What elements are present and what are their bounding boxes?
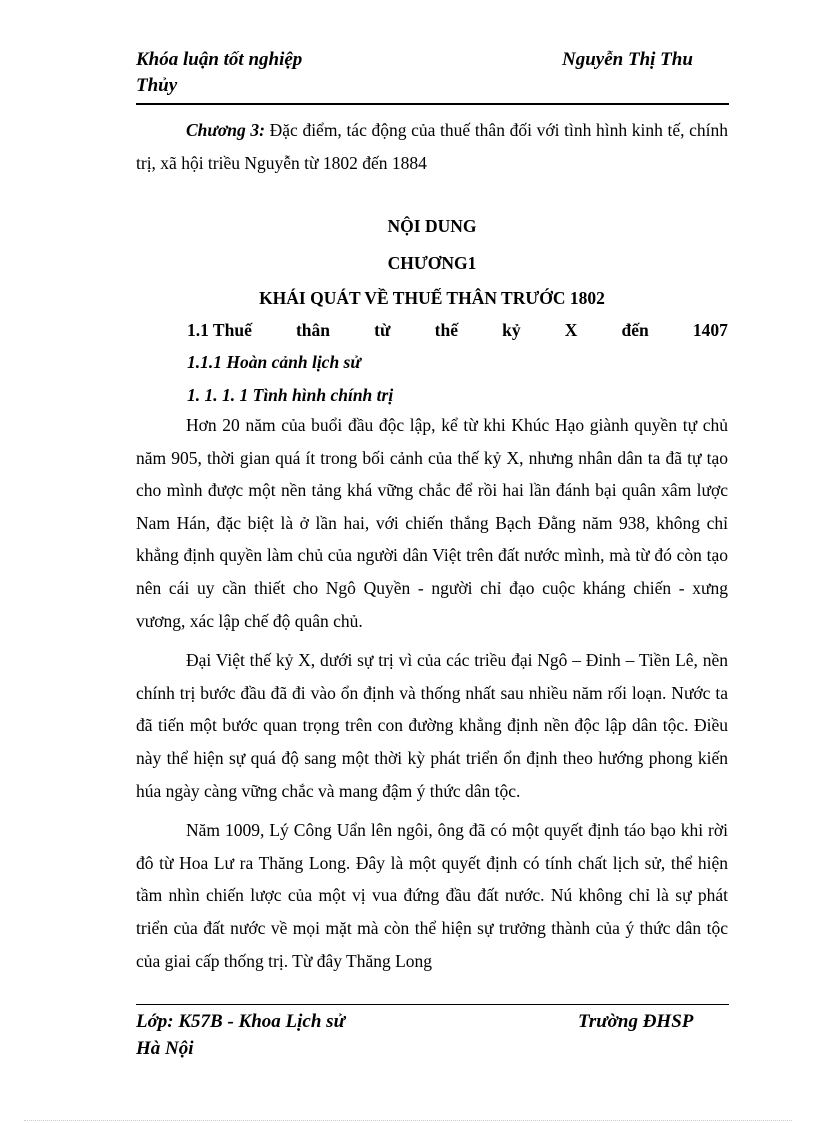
chapter-title: KHÁI QUÁT VỀ THUẾ THÂN TRƯỚC 1802 — [259, 288, 605, 308]
section-word: từ — [374, 320, 391, 340]
paragraph: Năm 1009, Lý Công Uẩn lên ngôi, ông đã có một quyết định táo bạo khi rời đô từ Hoa Lư ra Thăng Long. Đây là một quyết định có tính chất lịch sử, thể hiện tầm nhìn chiến lược của một vị vua đứng đầu đất nước. Nú không chỉ là sự phát triển của đất nước về mọi mặt mà còn thể hiện sự trưởng thành của ý thức dân tộc của giai cấp thống trị. Từ đây Thăng Long — [136, 820, 728, 971]
page-edge-divider — [24, 1120, 792, 1121]
section-word: 1407 — [692, 320, 728, 340]
header-rule — [136, 103, 729, 105]
section-word: kỷ — [502, 320, 521, 340]
header-author-name: Nguyễn Thị Thu — [562, 49, 693, 70]
section-heading — [187, 318, 728, 342]
paragraph: Đại Việt thế kỷ X, dưới sự trị vì của các triều đại Ngô – Đinh – Tiền Lê, nền chính trị bước đầu đã đi vào ổn định và thống nhất sau nhiều năm rối loạn. Nước ta đã tiến một bước quan trọng trên con đường khẳng định nền độc lập dân tộc. Điều này thể hiện sự quá độ sang một thời kỳ phát triển ổn định theo hướng phong kiến húa ngày càng vững chắc và mang đậm ý thức dân tộc. — [136, 650, 728, 801]
intro-text: Đặc điểm, tác động của thuế thân đối với tình hình kinh tế, chính trị, xã hội triều Nguyễn từ 1802 đến 1884 — [136, 120, 728, 173]
main-text — [136, 409, 728, 984]
section-word: thế — [434, 320, 458, 340]
section-word: thân — [295, 320, 331, 340]
content-heading: NỘI DUNG — [387, 216, 477, 236]
section-word: 1.1 Thuế — [187, 320, 252, 340]
header-thesis-title: Khóa luận tốt nghiệp — [136, 49, 303, 70]
chapter-heading: CHƯƠNG1 — [387, 253, 477, 273]
footer-rule — [136, 1004, 729, 1005]
chapter-intro — [136, 114, 728, 179]
footer-city: Hà Nội — [136, 1038, 194, 1059]
section-word: đến — [621, 320, 649, 340]
header-author-name-cont: Thủy — [136, 75, 178, 96]
intro-label: Chương 3: — [186, 120, 265, 140]
footer-university: Trường ĐHSP — [578, 1011, 694, 1032]
subsection-heading: 1.1.1 Hoàn cảnh lịch sử — [187, 352, 361, 372]
paragraph: Hơn 20 năm của buổi đầu độc lập, kể từ khi Khúc Hạo giành quyền tự chủ năm 905, thời gian quá ít trong bối cảnh của thế kỷ X, nhưng nhân dân ta đã tự tạo cho mình được một nền tảng khá vững chắc để rồi hai lần đánh bại quân xâm lược Nam Hán, đặc biệt là ở lần hai, với chiến thắng Bạch Đằng năm 938, không chỉ khẳng định quyền làm chủ của người dân Việt trên đất nước mình, mà từ đó còn tạo nên cái uy cần thiết cho Ngô Quyền - người chỉ đạo cuộc kháng chiến - xưng vương, xác lập chế độ quân chủ. — [136, 415, 728, 631]
subsubsection-heading: 1. 1. 1. 1 Tình hình chính trị — [187, 385, 394, 405]
footer-class: Lớp: K57B - Khoa Lịch sử — [136, 1011, 345, 1032]
section-word: X — [564, 320, 578, 340]
